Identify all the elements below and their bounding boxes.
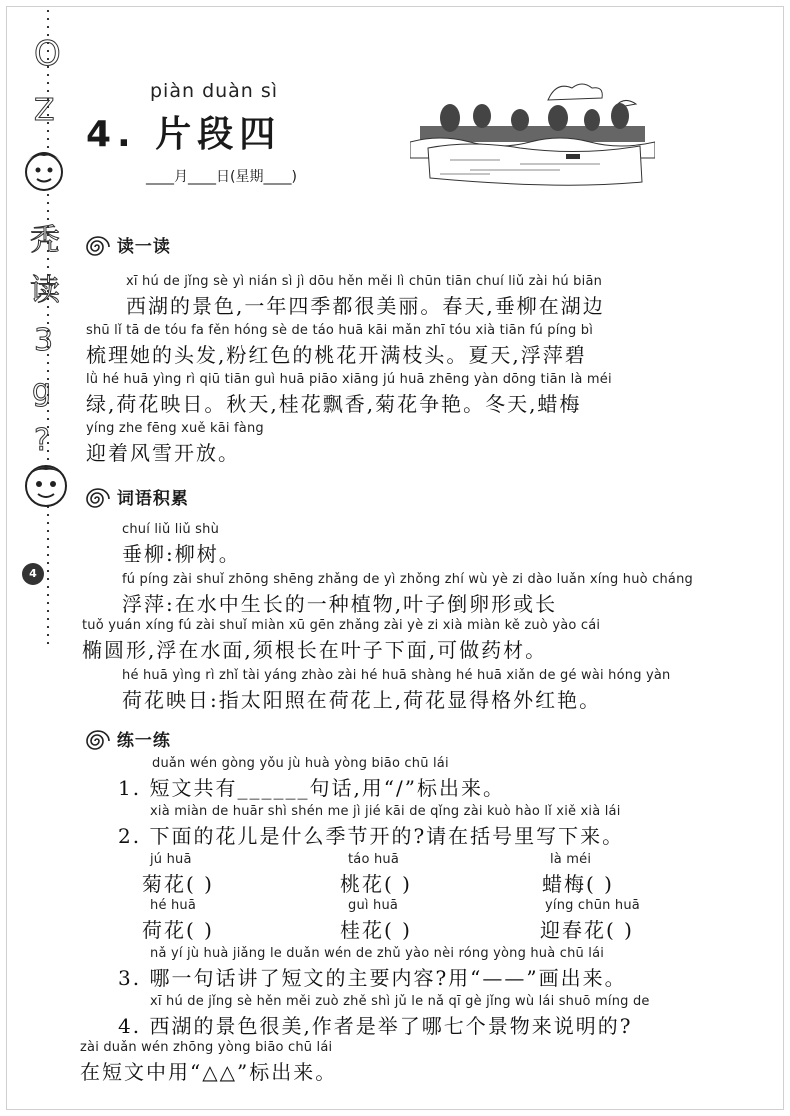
flower-4-text[interactable]: 荷花( ) bbox=[142, 918, 214, 942]
flower-3-pinyin: là méi bbox=[550, 852, 592, 867]
read-line-1-text: 西湖的景色,一年四季都很美丽。春天,垂柳在湖边 bbox=[126, 294, 605, 318]
word-1-pinyin: chuí liǔ liǔ shù bbox=[122, 522, 220, 537]
svg-text:g: g bbox=[32, 373, 52, 408]
svg-text:秃: 秃 bbox=[30, 223, 60, 258]
svg-text:?: ? bbox=[34, 423, 50, 458]
flower-1-pinyin: jú huā bbox=[150, 852, 192, 867]
read-line-2-text: 梳理她的头发,粉红色的桃花开满枝头。夏天,浮萍碧 bbox=[86, 343, 587, 367]
read-line-1-pinyin: xī hú de jǐng sè yì nián sì jì dōu hěn měi lì chūn tiān chuí liǔ zài hú biān bbox=[126, 274, 603, 289]
section-read-heading bbox=[84, 232, 171, 258]
flower-3-text[interactable]: 蜡梅( ) bbox=[542, 872, 614, 896]
word-3-pinyin: tuǒ yuán xíng fú zài shuǐ miàn xū gēn zhǎng zài yè zi xià miàn kě zuò yào cái bbox=[82, 618, 601, 633]
section-practice-title: 练一练 bbox=[116, 731, 171, 751]
q1-text: 1. 短文共有______句话,用“/”标出来。 bbox=[118, 776, 505, 800]
svg-text:O: O bbox=[34, 34, 61, 74]
word-4-text: 荷花映日:指太阳照在荷花上,荷花显得格外红艳。 bbox=[122, 688, 602, 712]
svg-text:读: 读 bbox=[30, 273, 60, 308]
flower-5-pinyin: guì huā bbox=[348, 898, 399, 913]
title-pinyin: piàn duàn sì bbox=[150, 80, 279, 102]
section-read-title: 读一读 bbox=[116, 237, 171, 257]
flower-1-text[interactable]: 菊花( ) bbox=[142, 872, 214, 896]
flower-6-text[interactable]: 迎春花( ) bbox=[540, 918, 634, 942]
spiral-icon bbox=[84, 488, 110, 510]
flower-2-text[interactable]: 桃花( ) bbox=[340, 872, 412, 896]
date-line: ____月____日(星期____) bbox=[146, 169, 297, 185]
read-line-3-pinyin: lǜ hé huā yìng rì qiū tiān guì huā piāo xiāng jú huā zhēng yàn dōng tiān là méi bbox=[86, 372, 612, 387]
q4-text: 4. 西湖的景色很美,作者是举了哪七个景物来说明的? bbox=[118, 1014, 633, 1038]
q1-pinyin: duǎn wén gòng yǒu jù huà yòng biāo chū lái bbox=[152, 756, 449, 771]
spiral-icon bbox=[84, 236, 110, 258]
q2-pinyin: xià miàn de huār shì shén me jì jié kāi de qǐng zài kuò hào lǐ xiě xià lái bbox=[150, 804, 621, 819]
read-line-4-pinyin: yíng zhe fēng xuě kāi fàng bbox=[86, 421, 264, 436]
word-3-text: 椭圆形,浮在水面,须根长在叶子下面,可做药材。 bbox=[82, 638, 548, 662]
svg-text:3: 3 bbox=[34, 323, 54, 358]
q4-pinyin: xī hú de jǐng sè hěn měi zuò zhě shì jǔ le nǎ qī gè jǐng wù lái shuō míng de bbox=[150, 994, 650, 1009]
read-line-2-pinyin: shū lǐ tā de tóu fa fěn hóng sè de táo huā kāi mǎn zhī tóu xià tiān fú píng bì bbox=[86, 323, 594, 338]
flower-5-text[interactable]: 桂花( ) bbox=[340, 918, 412, 942]
q3-pinyin: nǎ yí jù huà jiǎng le duǎn wén de zhǔ yào nèi róng yòng huà chū lái bbox=[150, 946, 605, 961]
section-practice-heading bbox=[84, 726, 171, 752]
q3-text: 3. 哪一句话讲了短文的主要内容?用“——”画出来。 bbox=[118, 966, 627, 990]
flower-2-pinyin: táo huā bbox=[348, 852, 399, 867]
q4b-pinyin: zài duǎn wén zhōng yòng biāo chū lái bbox=[80, 1040, 333, 1055]
q4b-text: 在短文中用“△△”标出来。 bbox=[80, 1060, 338, 1084]
word-2-text: 浮萍:在水中生长的一种植物,叶子倒卵形或长 bbox=[122, 592, 558, 616]
page-number-badge: 4 bbox=[22, 563, 44, 585]
section-words-heading bbox=[84, 484, 189, 510]
svg-text:Z: Z bbox=[34, 93, 55, 128]
section-words-title: 词语积累 bbox=[116, 489, 189, 509]
west-lake-illustration bbox=[410, 78, 655, 190]
spiral-icon bbox=[84, 730, 110, 752]
read-line-4-text: 迎着风雪开放。 bbox=[86, 441, 240, 465]
sidebar-decoration bbox=[14, 10, 72, 650]
flower-4-pinyin: hé huā bbox=[150, 898, 197, 913]
flower-6-pinyin: yíng chūn huā bbox=[545, 898, 640, 913]
word-2-pinyin: fú píng zài shuǐ zhōng shēng zhǎng de yì zhǒng zhí wù yè zi dào luǎn xíng huò cháng bbox=[122, 572, 693, 587]
word-1-text: 垂柳:柳树。 bbox=[122, 542, 241, 566]
read-line-3-text: 绿,荷花映日。秋天,桂花飘香,菊花争艳。冬天,蜡梅 bbox=[86, 392, 582, 416]
word-4-pinyin: hé huā yìng rì zhǐ tài yáng zhào zài hé huā shàng hé huā xiǎn de gé wài hóng yàn bbox=[122, 668, 671, 683]
q2-text: 2. 下面的花儿是什么季节开的?请在括号里写下来。 bbox=[118, 824, 625, 848]
page-title: 4. 片段四 bbox=[86, 114, 282, 155]
